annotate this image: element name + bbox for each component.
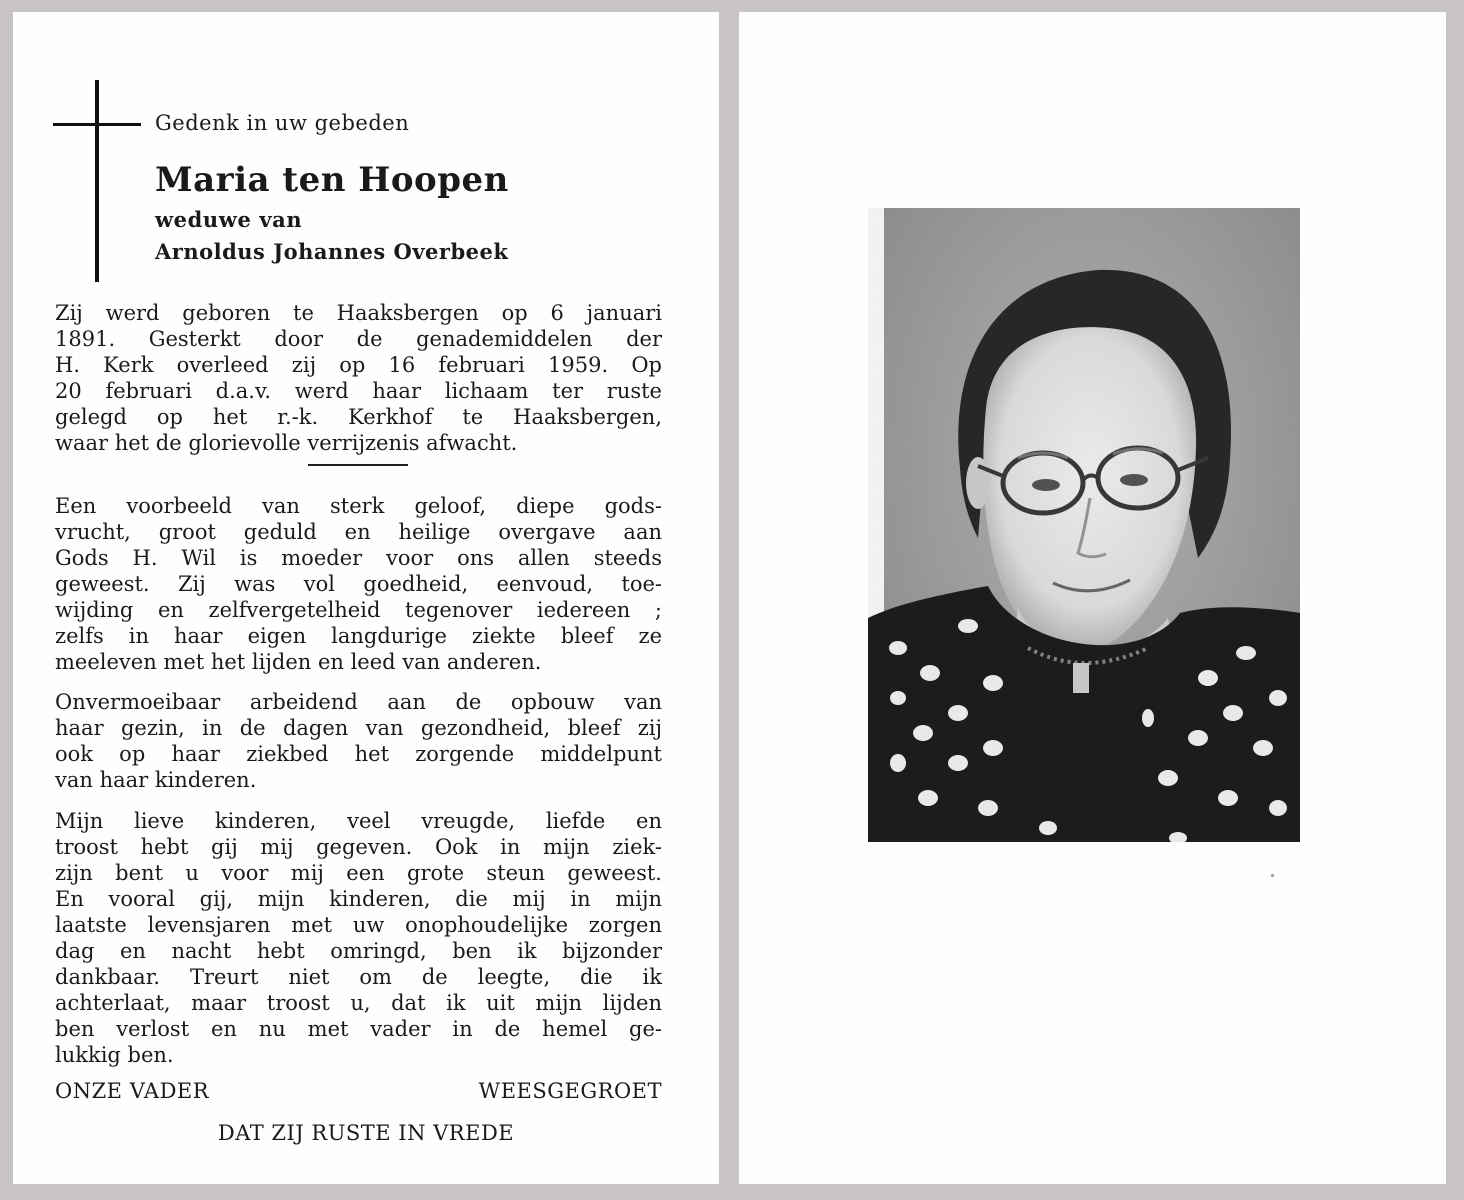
family-paragraph bbox=[55, 689, 662, 793]
paragraph-line: meeleven met het lijden en leed van anderen. bbox=[55, 650, 542, 674]
paragraph-line: Gods H. Wil is moeder voor ons allen steeds bbox=[55, 546, 662, 570]
relation-text: weduwe van bbox=[155, 207, 303, 232]
paragraph-line: lukkig ben. bbox=[55, 1043, 174, 1067]
paper-speck bbox=[1271, 874, 1274, 877]
cross-icon bbox=[95, 80, 99, 282]
paragraph-line: ook op haar ziekbed het zorgende middelpunt bbox=[55, 742, 662, 766]
paragraph-line: troost hebt gij mij gegeven. Ook in mijn ziek- bbox=[55, 835, 662, 859]
deceased-name: Maria ten Hoopen bbox=[155, 160, 509, 200]
paragraph-line: waar het de glorievolle verrijzenis afwacht. bbox=[55, 431, 518, 455]
paragraph-line: achterlaat, maar troost u, dat ik uit mijn lijden bbox=[55, 991, 662, 1015]
paragraph-line: zijn bent u voor mij een grote steun geweest. bbox=[55, 861, 662, 885]
spouse-name: Arnoldus Johannes Overbeek bbox=[155, 239, 509, 264]
paragraph-line: En vooral gij, mijn kinderen, die mij in mijn bbox=[55, 887, 662, 911]
cross-icon-crossbar bbox=[53, 123, 141, 126]
paragraph-line: zelfs in haar eigen langdurige ziekte bleef ze bbox=[55, 624, 662, 648]
closing-rip: DAT ZIJ RUSTE IN VREDE bbox=[217, 1121, 515, 1145]
paragraph-line: laatste levensjaren met uw onophoudelijke zorgen bbox=[55, 913, 662, 937]
portrait-photo bbox=[868, 208, 1302, 842]
paragraph-line: wijding en zelfvergetelheid tegenover iedereen ; bbox=[55, 598, 662, 622]
separator-line bbox=[308, 464, 408, 466]
paragraph-line: ben verlost en nu met vader in de hemel ge- bbox=[55, 1017, 662, 1041]
tribute-paragraph bbox=[55, 493, 662, 675]
paragraph-line: Een voorbeeld van sterk geloof, diepe gods- bbox=[55, 494, 662, 518]
memorial-card-photo-side bbox=[739, 12, 1446, 1184]
portrait-illustration bbox=[868, 208, 1302, 842]
paragraph-line: dag en nacht hebt omringd, ben ik bijzonder bbox=[55, 939, 662, 963]
paragraph-line: H. Kerk overleed zij op 16 februari 1959. Op bbox=[55, 353, 662, 377]
paragraph-line: vrucht, groot geduld en heilige overgave aan bbox=[55, 520, 662, 544]
prayer-weesgegroet: WEESGEGROET bbox=[478, 1079, 662, 1103]
paragraph-line: haar gezin, in de dagen van gezondheid, bleef zij bbox=[55, 716, 662, 740]
paragraph-line: 1891. Gesterkt door de genademiddelen der bbox=[55, 327, 662, 351]
paragraph-line: 20 februari d.a.v. werd haar lichaam ter ruste bbox=[55, 379, 662, 403]
paragraph-line: dankbaar. Treurt niet om de leegte, die ik bbox=[55, 965, 662, 989]
memorial-card-text-side bbox=[13, 12, 719, 1184]
farewell-paragraph bbox=[55, 808, 662, 1068]
prayer-onze-vader: ONZE VADER bbox=[55, 1079, 210, 1103]
paragraph-line: gelegd op het r.-k. Kerkhof te Haaksbergen, bbox=[55, 405, 662, 429]
paragraph-line: Onvermoeibaar arbeidend aan de opbouw van bbox=[55, 690, 662, 714]
paragraph-line: van haar kinderen. bbox=[55, 768, 257, 792]
intro-text: Gedenk in uw gebeden bbox=[155, 111, 410, 135]
biography-paragraph bbox=[55, 300, 662, 456]
paragraph-line: Mijn lieve kinderen, veel vreugde, liefde en bbox=[55, 809, 662, 833]
paragraph-line: Zij werd geboren te Haaksbergen op 6 januari bbox=[55, 301, 662, 325]
paragraph-line: geweest. Zij was vol goedheid, eenvoud, toe- bbox=[55, 572, 662, 596]
